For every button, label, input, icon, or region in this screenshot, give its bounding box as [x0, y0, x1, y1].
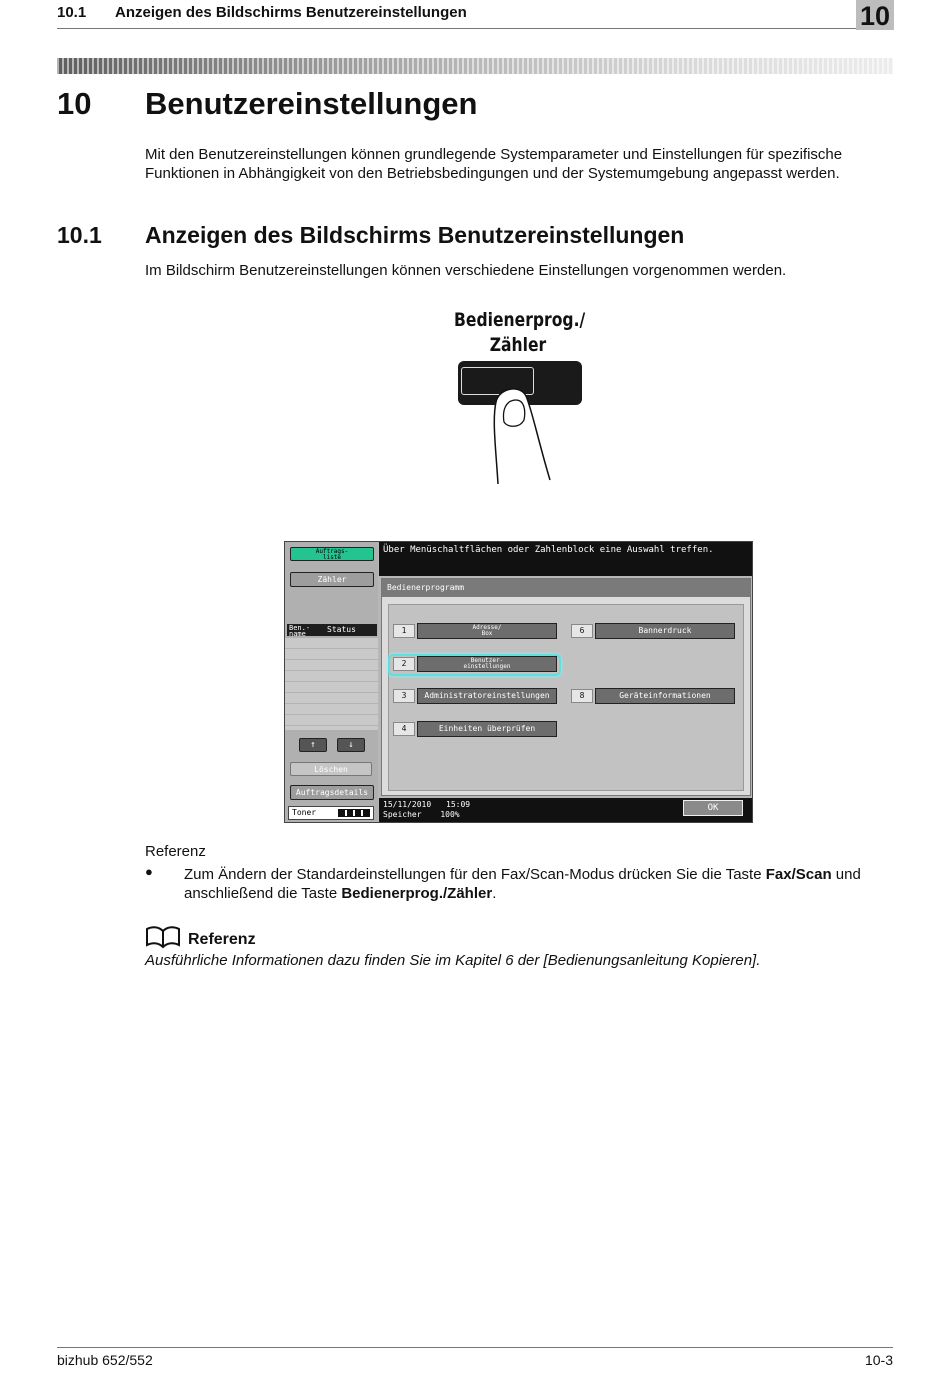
utility-key-name: Bedienerprog./Zähler: [341, 885, 493, 902]
job-list-button[interactable]: [290, 547, 374, 561]
bullet-icon: ●: [145, 864, 153, 879]
chapter-intro: [145, 145, 905, 183]
intro-line-1: Mit den Benutzereinstellungen können grundlegende Systemparameter und Einstellungen für spezifische: [145, 146, 843, 163]
user-settings-label-line-1: Benutzer-: [470, 657, 504, 664]
decorative-stripe: [57, 58, 893, 74]
fax-scan-key-name: Fax/Scan: [765, 866, 832, 883]
counter-button[interactable]: Zähler: [290, 572, 374, 587]
item-4-number: 4: [393, 722, 415, 736]
panel-key-label-line-2: Zähler: [489, 334, 547, 356]
item-8-number: 8: [571, 689, 593, 703]
scroll-up-button[interactable]: ↑: [299, 738, 327, 752]
header-section-title: Anzeigen des Bildschirms Benutzereinstellungen: [115, 4, 467, 21]
chapter-badge: 10: [856, 0, 894, 30]
pointing-finger-icon: [490, 380, 554, 484]
utility-program-area: [381, 578, 751, 796]
job-details-button[interactable]: Auftragsdetails: [290, 785, 374, 800]
chapter-heading: [57, 86, 477, 122]
address-box-button[interactable]: [417, 623, 557, 639]
col-user-name-line-1: Ben.-: [289, 624, 311, 632]
toner-level-bar: [338, 809, 370, 817]
panel-key-label-line-1: Bedienerprog./: [454, 309, 586, 331]
check-consumables-button[interactable]: Einheiten überprüfen: [417, 721, 557, 737]
bullet-text-pre: Zum Ändern der Standardeinstellungen für den Fax/Scan-Modus drücken Sie die Taste: [184, 866, 766, 883]
device-information-button[interactable]: Geräteinformationen: [595, 688, 735, 704]
date: 15/11/2010: [383, 800, 432, 809]
administrator-settings-button[interactable]: Administratoreinstellungen: [417, 688, 557, 704]
bullet-text-mid: und anschließend die Taste: [184, 866, 861, 902]
banner-printing-button[interactable]: Bannerdruck: [595, 623, 735, 639]
reference-bullet-text: [184, 865, 904, 903]
running-header: [57, 4, 467, 21]
touch-screen: [284, 541, 753, 823]
panel-key-label: [454, 308, 586, 358]
memory-label: Speicher: [383, 810, 422, 819]
address-box-label-line-1: Adresse/: [472, 624, 502, 631]
reference-label: Referenz: [145, 843, 206, 860]
section-number: 10.1: [57, 222, 102, 248]
item-1-number: 1: [393, 624, 415, 638]
delete-button[interactable]: Löschen: [290, 762, 372, 776]
toner-label: Toner: [292, 808, 317, 817]
job-list-label-line-2: liste: [322, 554, 342, 561]
reference-title: Referenz: [188, 931, 256, 948]
bullet-text-end: .: [492, 885, 497, 902]
col-status: Status: [327, 625, 356, 634]
ok-button[interactable]: OK: [683, 800, 743, 816]
reference-text: Ausführliche Informationen dazu finden Sie im Kapitel 6 der [Bedienungsanleitung Kopieren].: [145, 952, 761, 969]
item-6-number: 6: [571, 624, 593, 638]
scroll-down-button[interactable]: ↓: [337, 738, 365, 752]
time: 15:09: [446, 800, 471, 809]
item-2-number: 2: [393, 657, 415, 671]
user-settings-label-line-2: einstellungen: [463, 663, 511, 670]
footer-product: bizhub 652/552: [57, 1352, 153, 1368]
job-list-rows: [285, 638, 378, 730]
item-3-number: 3: [393, 689, 415, 703]
memory-value: 100%: [440, 810, 460, 819]
user-settings-button[interactable]: [417, 656, 557, 672]
job-list-label-line-1: Auftrags-: [315, 548, 349, 555]
toner-indicator: [288, 806, 374, 820]
chapter-number: 10: [57, 86, 92, 121]
job-list-header: [287, 624, 377, 636]
address-box-label-line-2: Box: [481, 630, 493, 637]
col-user-name: [289, 625, 310, 637]
message-bar: Über Menüschaltflächen oder Zahlenblock eine Auswahl treffen.: [379, 542, 753, 576]
footer-page-number: 10-3: [864, 1352, 893, 1368]
book-icon: [145, 925, 181, 949]
header-section-number: 10.1: [57, 4, 87, 21]
col-user-name-line-2: name: [289, 630, 306, 638]
footer-rule: [57, 1347, 893, 1348]
section-title: Anzeigen des Bildschirms Benutzereinstellungen: [145, 222, 685, 248]
program-title: Bedienerprogramm: [382, 579, 750, 597]
section-heading: [57, 222, 684, 249]
section-text: Im Bildschirm Benutzereinstellungen können verschiedene Einstellungen vorgenommen werden.: [145, 262, 787, 279]
header-rule: [57, 28, 856, 29]
chapter-title: Benutzereinstellungen: [145, 86, 478, 121]
intro-line-2: Funktionen in Abhängigkeit von den Betriebsbedingungen und der Systemumgebung angepasst werden.: [145, 165, 840, 182]
